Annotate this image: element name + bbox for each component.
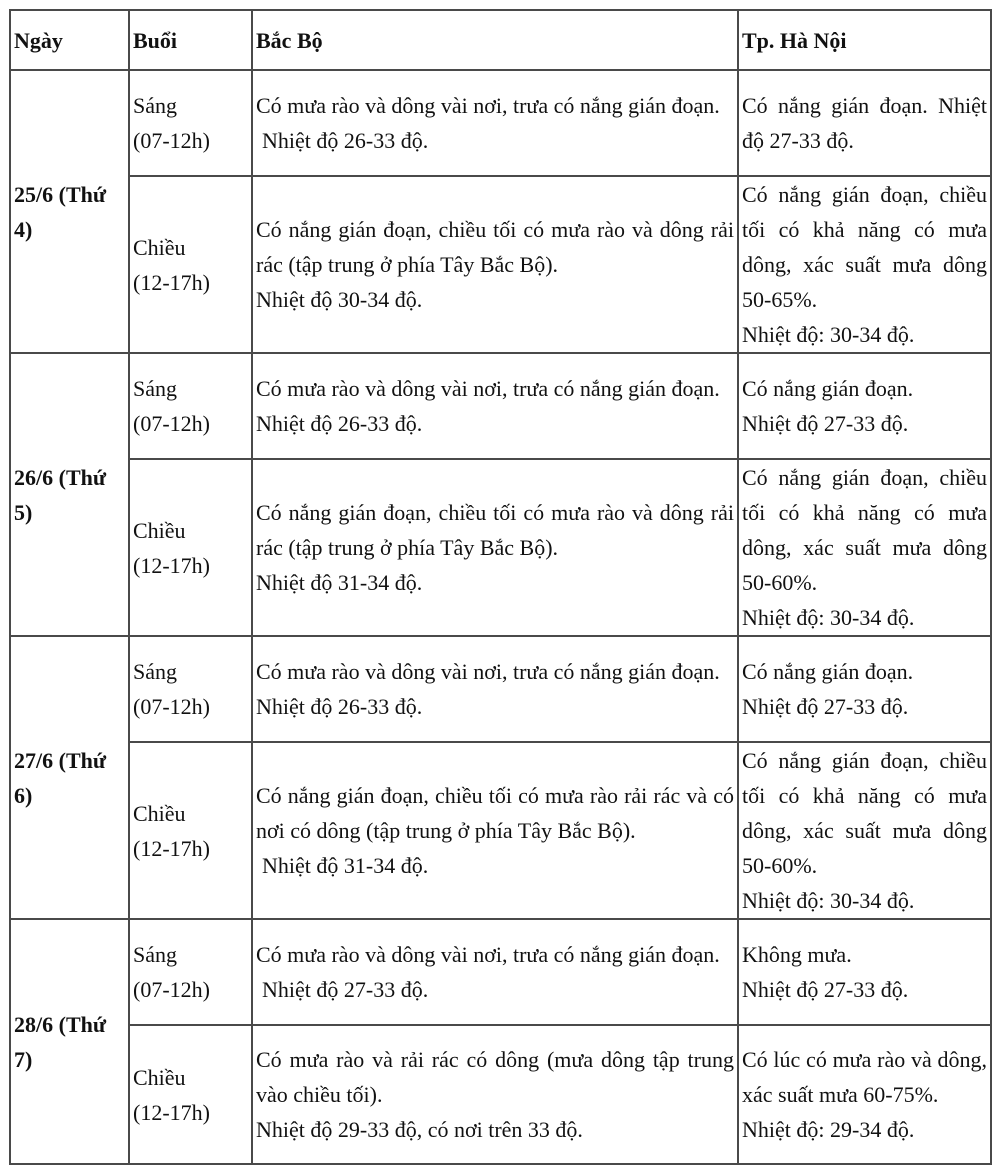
ha-noi-temp: Nhiệt độ: 29-34 độ. bbox=[742, 1117, 915, 1142]
bac-bo-temp: Nhiệt độ 29-33 độ, có nơi trên 33 độ. bbox=[256, 1117, 583, 1142]
bac-bo-text: Có nắng gián đoạn, chiều tối có mưa rào và dông rải rác (tập trung ở phía Tây Bắc Bộ). bbox=[256, 500, 734, 560]
header-row bbox=[10, 10, 991, 70]
bac-bo-text: Có nắng gián đoạn, chiều tối có mưa rào rải rác và có nơi có dông (tập trung ở phía Tây Bắc Bộ). bbox=[256, 783, 734, 843]
session-label: Chiều bbox=[133, 800, 186, 826]
ha-noi-cell bbox=[738, 176, 991, 353]
ha-noi-cell bbox=[738, 70, 991, 176]
bac-bo-text: Có mưa rào và rải rác có dông (mưa dông tập trung vào chiều tối). bbox=[256, 1047, 734, 1107]
session-hours: (07-12h) bbox=[133, 128, 210, 153]
header-bac-bo: Bắc Bộ bbox=[252, 10, 738, 70]
session-cell bbox=[129, 1025, 252, 1164]
ha-noi-text: Có nắng gián đoạn. Nhiệt độ 27-33 độ. bbox=[742, 93, 987, 153]
ha-noi-cell bbox=[738, 1025, 991, 1164]
session-cell bbox=[129, 742, 252, 919]
forecast-table bbox=[9, 9, 992, 1165]
date-cell bbox=[10, 70, 129, 353]
session-hours: (07-12h) bbox=[133, 977, 210, 1002]
bac-bo-temp: Nhiệt độ 26-33 độ. bbox=[262, 128, 429, 153]
session-label: Chiều bbox=[133, 517, 186, 543]
date-label: 25/6 (Thứ 4) bbox=[14, 181, 107, 242]
bac-bo-text: Có mưa rào và dông vài nơi, trưa có nắng gián đoạn. bbox=[256, 659, 720, 684]
header-buoi: Buổi bbox=[129, 10, 252, 70]
ha-noi-cell bbox=[738, 459, 991, 636]
ha-noi-temp: Nhiệt độ: 30-34 độ. bbox=[742, 322, 915, 347]
session-label: Sáng bbox=[133, 659, 177, 684]
date-cell bbox=[10, 353, 129, 636]
session-hours: (12-17h) bbox=[133, 1099, 210, 1125]
session-hours: (12-17h) bbox=[133, 269, 210, 295]
session-cell bbox=[129, 459, 252, 636]
session-cell bbox=[129, 176, 252, 353]
date-cell bbox=[10, 919, 129, 1164]
session-cell bbox=[129, 70, 252, 176]
bac-bo-cell bbox=[252, 353, 738, 459]
session-cell bbox=[129, 353, 252, 459]
date-label: 26/6 (Thứ 5) bbox=[14, 464, 107, 525]
bac-bo-cell bbox=[252, 459, 738, 636]
bac-bo-cell bbox=[252, 176, 738, 353]
session-label: Sáng bbox=[133, 93, 177, 118]
session-label: Chiều bbox=[133, 234, 186, 260]
table-row bbox=[10, 353, 991, 459]
ha-noi-temp: Nhiệt độ: 30-34 độ. bbox=[742, 605, 915, 630]
table-row bbox=[10, 636, 991, 742]
table-row bbox=[10, 176, 991, 353]
session-label: Sáng bbox=[133, 942, 177, 967]
bac-bo-temp: Nhiệt độ 31-34 độ. bbox=[262, 853, 429, 878]
table-row bbox=[10, 459, 991, 636]
bac-bo-cell bbox=[252, 919, 738, 1025]
bac-bo-text: Có nắng gián đoạn, chiều tối có mưa rào và dông rải rác (tập trung ở phía Tây Bắc Bộ). bbox=[256, 217, 734, 277]
ha-noi-cell bbox=[738, 742, 991, 919]
date-cell bbox=[10, 636, 129, 919]
bac-bo-text: Có mưa rào và dông vài nơi, trưa có nắng gián đoạn. bbox=[256, 93, 720, 118]
header-ha-noi: Tp. Hà Nội bbox=[738, 10, 991, 70]
ha-noi-temp: Nhiệt độ 27-33 độ. bbox=[742, 977, 909, 1002]
ha-noi-text: Có nắng gián đoạn, chiều tối có khả năng có mưa dông, xác suất mưa dông 50-60%. bbox=[742, 748, 987, 878]
ha-noi-text: Có lúc có mưa rào và dông, xác suất mưa 60-75%. bbox=[742, 1047, 987, 1107]
session-hours: (12-17h) bbox=[133, 552, 210, 578]
table-row bbox=[10, 70, 991, 176]
bac-bo-temp: Nhiệt độ 26-33 độ. bbox=[256, 694, 423, 719]
bac-bo-cell bbox=[252, 1025, 738, 1164]
bac-bo-temp: Nhiệt độ 31-34 độ. bbox=[256, 570, 423, 595]
table-row bbox=[10, 1025, 991, 1164]
session-cell bbox=[129, 636, 252, 742]
ha-noi-temp: Nhiệt độ: 30-34 độ. bbox=[742, 888, 915, 913]
date-label: 28/6 (Thứ 7) bbox=[14, 1011, 107, 1072]
ha-noi-cell bbox=[738, 636, 991, 742]
bac-bo-text: Có mưa rào và dông vài nơi, trưa có nắng gián đoạn. bbox=[256, 942, 720, 967]
session-hours: (07-12h) bbox=[133, 694, 210, 719]
session-hours: (07-12h) bbox=[133, 411, 210, 436]
ha-noi-text: Có nắng gián đoạn, chiều tối có khả năng có mưa dông, xác suất mưa dông 50-60%. bbox=[742, 465, 987, 595]
header-ngay: Ngày bbox=[10, 10, 129, 70]
session-cell bbox=[129, 919, 252, 1025]
bac-bo-temp: Nhiệt độ 30-34 độ. bbox=[256, 287, 423, 312]
bac-bo-cell bbox=[252, 742, 738, 919]
bac-bo-temp: Nhiệt độ 26-33 độ. bbox=[256, 411, 423, 436]
table-row bbox=[10, 919, 991, 1025]
ha-noi-temp: Nhiệt độ 27-33 độ. bbox=[742, 694, 909, 719]
bac-bo-cell bbox=[252, 636, 738, 742]
ha-noi-text: Có nắng gián đoạn. bbox=[742, 376, 914, 401]
ha-noi-text: Có nắng gián đoạn. bbox=[742, 659, 914, 684]
ha-noi-temp: Nhiệt độ 27-33 độ. bbox=[742, 411, 909, 436]
bac-bo-text: Có mưa rào và dông vài nơi, trưa có nắng gián đoạn. bbox=[256, 376, 720, 401]
ha-noi-text: Có nắng gián đoạn, chiều tối có khả năng có mưa dông, xác suất mưa dông 50-65%. bbox=[742, 182, 987, 312]
ha-noi-text: Không mưa. bbox=[742, 942, 852, 967]
ha-noi-cell bbox=[738, 353, 991, 459]
session-label: Chiều bbox=[133, 1064, 186, 1090]
session-label: Sáng bbox=[133, 376, 177, 401]
session-hours: (12-17h) bbox=[133, 835, 210, 861]
bac-bo-temp: Nhiệt độ 27-33 độ. bbox=[262, 977, 429, 1002]
date-label: 27/6 (Thứ 6) bbox=[14, 747, 107, 808]
table-row bbox=[10, 742, 991, 919]
bac-bo-cell bbox=[252, 70, 738, 176]
ha-noi-cell bbox=[738, 919, 991, 1025]
